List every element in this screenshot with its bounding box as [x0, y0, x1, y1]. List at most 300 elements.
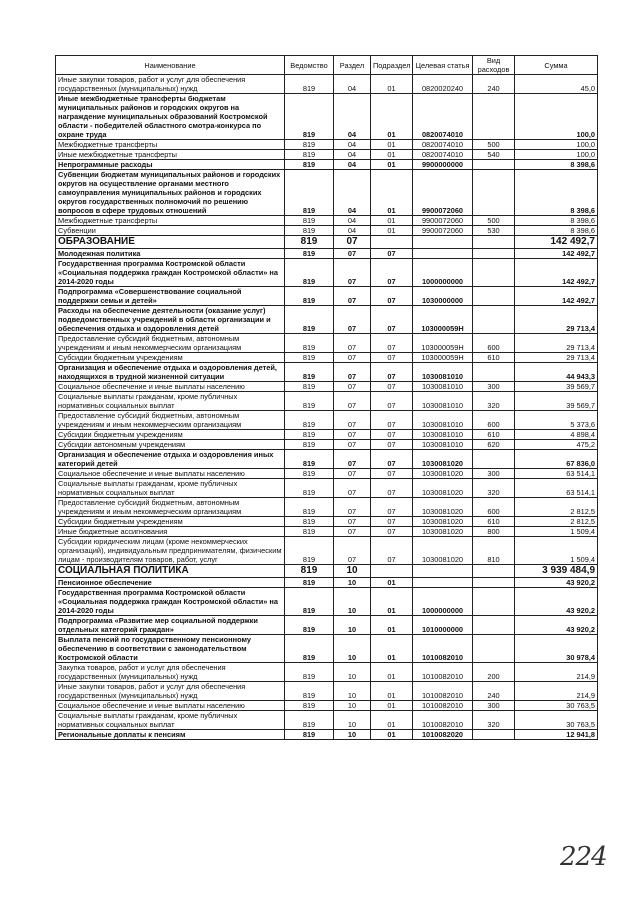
cell-dept: 819 — [285, 287, 334, 306]
cell-target: 1030081010 — [413, 411, 473, 430]
cell-dept: 819 — [285, 430, 334, 440]
cell-name: Субсидии юридическим лицам (кроме некоммерческих организаций), индивидуальным предпринимателям, физическим лицам - производителям товаров, работ, услуг — [56, 537, 285, 565]
cell-expense-type: 500 — [473, 140, 515, 150]
cell-expense-type: 500 — [473, 216, 515, 226]
cell-subsection: 01 — [371, 730, 413, 740]
cell-subsection: 01 — [371, 170, 413, 216]
cell-target: 1030081020 — [413, 469, 473, 479]
cell-name: СОЦИАЛЬНАЯ ПОЛИТИКА — [56, 565, 285, 578]
table-row — [56, 430, 598, 440]
cell-section: 04 — [334, 226, 371, 236]
cell-expense-type — [473, 236, 515, 249]
cell-section: 07 — [334, 411, 371, 430]
cell-expense-type: 610 — [473, 517, 515, 527]
cell-expense-type — [473, 450, 515, 469]
cell-sum: 1 509,4 — [515, 537, 598, 565]
cell-section: 07 — [334, 469, 371, 479]
cell-section: 10 — [334, 616, 371, 635]
cell-sum: 142 492,7 — [515, 236, 598, 249]
cell-sum: 63 514,1 — [515, 479, 598, 498]
cell-target: 1030081010 — [413, 382, 473, 392]
cell-name: Государственная программа Костромской области «Социальная поддержка граждан Костромской области» на 2014-2020 годы — [56, 588, 285, 616]
cell-sum: 30 978,4 — [515, 635, 598, 663]
cell-target: 103000059Н — [413, 353, 473, 363]
table-row — [56, 663, 598, 682]
cell-subsection: 01 — [371, 140, 413, 150]
table-row — [56, 226, 598, 236]
cell-section: 10 — [334, 682, 371, 701]
cell-target: 1000000000 — [413, 259, 473, 287]
cell-target: 103000059Н — [413, 306, 473, 334]
cell-dept: 819 — [285, 170, 334, 216]
header-sum: Сумма — [515, 56, 598, 75]
cell-dept: 819 — [285, 663, 334, 682]
cell-sum: 2 812,5 — [515, 517, 598, 527]
cell-dept: 819 — [285, 150, 334, 160]
cell-subsection: 07 — [371, 430, 413, 440]
cell-target: 9900072060 — [413, 226, 473, 236]
cell-sum: 8 398,6 — [515, 160, 598, 170]
cell-target — [413, 236, 473, 249]
cell-dept: 819 — [285, 537, 334, 565]
cell-section: 10 — [334, 635, 371, 663]
table-row — [56, 363, 598, 382]
cell-expense-type — [473, 588, 515, 616]
cell-target: 1010082010 — [413, 701, 473, 711]
table-row — [56, 440, 598, 450]
cell-dept: 819 — [285, 363, 334, 382]
table-row — [56, 75, 598, 94]
cell-expense-type — [473, 249, 515, 259]
cell-subsection: 07 — [371, 479, 413, 498]
cell-subsection: 07 — [371, 382, 413, 392]
cell-subsection: 07 — [371, 440, 413, 450]
table-row — [56, 150, 598, 160]
cell-dept: 819 — [285, 392, 334, 411]
cell-subsection: 01 — [371, 635, 413, 663]
cell-sum: 100,0 — [515, 150, 598, 160]
cell-sum: 39 569,7 — [515, 392, 598, 411]
cell-expense-type: 600 — [473, 411, 515, 430]
cell-subsection: 01 — [371, 616, 413, 635]
cell-section: 04 — [334, 216, 371, 226]
cell-dept: 819 — [285, 216, 334, 226]
cell-name: Предоставление субсидий бюджетным, автономным учреждениям и иным некоммерческим организациям — [56, 498, 285, 517]
table-row — [56, 306, 598, 334]
cell-dept: 819 — [285, 259, 334, 287]
cell-expense-type: 600 — [473, 498, 515, 517]
cell-expense-type: 610 — [473, 430, 515, 440]
cell-subsection: 01 — [371, 711, 413, 730]
cell-target: 0820074010 — [413, 94, 473, 140]
cell-sum: 67 836,0 — [515, 450, 598, 469]
cell-name: Субсидии бюджетным учреждениям — [56, 353, 285, 363]
cell-target — [413, 578, 473, 588]
cell-dept: 819 — [285, 249, 334, 259]
cell-section: 07 — [334, 306, 371, 334]
table-row — [56, 140, 598, 150]
cell-name: Социальные выплаты гражданам, кроме публичных нормативных социальных выплат — [56, 711, 285, 730]
cell-dept: 819 — [285, 578, 334, 588]
cell-expense-type: 530 — [473, 226, 515, 236]
table-row — [56, 216, 598, 226]
cell-name: Субвенции — [56, 226, 285, 236]
cell-section: 07 — [334, 498, 371, 517]
cell-target: 1030081020 — [413, 498, 473, 517]
cell-dept: 819 — [285, 730, 334, 740]
cell-dept: 819 — [285, 527, 334, 537]
cell-name: Региональные доплаты к пенсиям — [56, 730, 285, 740]
header-target: Целевая статья — [413, 56, 473, 75]
cell-section: 04 — [334, 75, 371, 94]
cell-name: Государственная программа Костромской области «Социальная поддержка граждан Костромской области» на 2014-2020 годы — [56, 259, 285, 287]
cell-subsection: 07 — [371, 411, 413, 430]
cell-name: Иные межбюджетные трансферты — [56, 150, 285, 160]
cell-target: 1030081010 — [413, 430, 473, 440]
cell-name: Расходы на обеспечение деятельности (оказание услуг) подведомственных учреждений в области организации и обеспечения отдыха и оздоровления детей — [56, 306, 285, 334]
cell-subsection: 07 — [371, 517, 413, 527]
cell-subsection: 01 — [371, 216, 413, 226]
cell-subsection: 07 — [371, 527, 413, 537]
cell-sum: 30 763,5 — [515, 701, 598, 711]
cell-target: 1030081020 — [413, 450, 473, 469]
cell-subsection — [371, 236, 413, 249]
cell-sum: 44 943,3 — [515, 363, 598, 382]
cell-target: 1010082010 — [413, 663, 473, 682]
cell-expense-type: 300 — [473, 382, 515, 392]
table-row — [56, 450, 598, 469]
cell-sum: 29 713,4 — [515, 334, 598, 353]
cell-expense-type — [473, 306, 515, 334]
cell-subsection: 01 — [371, 578, 413, 588]
cell-target: 1010082010 — [413, 635, 473, 663]
header-dept: Ведомство — [285, 56, 334, 75]
table-row — [56, 711, 598, 730]
cell-subsection: 07 — [371, 469, 413, 479]
cell-target: 1010000000 — [413, 616, 473, 635]
cell-name: Иные закупки товаров, работ и услуг для обеспечения государственных (муниципальных) нужд — [56, 75, 285, 94]
cell-name: Субсидии автономным учреждениям — [56, 440, 285, 450]
cell-target: 1030081010 — [413, 392, 473, 411]
table-body — [56, 75, 598, 740]
cell-dept: 819 — [285, 711, 334, 730]
cell-dept: 819 — [285, 682, 334, 701]
cell-dept: 819 — [285, 353, 334, 363]
table-row — [56, 537, 598, 565]
cell-target: 1030081020 — [413, 527, 473, 537]
cell-sum: 29 713,4 — [515, 306, 598, 334]
cell-expense-type: 200 — [473, 663, 515, 682]
cell-name: Межбюджетные трансферты — [56, 140, 285, 150]
cell-target: 0820020240 — [413, 75, 473, 94]
cell-target: 0820074010 — [413, 140, 473, 150]
cell-section: 07 — [334, 236, 371, 249]
cell-expense-type — [473, 616, 515, 635]
cell-expense-type — [473, 730, 515, 740]
cell-sum: 8 398,6 — [515, 170, 598, 216]
cell-target: 1030081010 — [413, 363, 473, 382]
table-row — [56, 527, 598, 537]
cell-section: 07 — [334, 363, 371, 382]
cell-section: 10 — [334, 578, 371, 588]
cell-expense-type: 810 — [473, 537, 515, 565]
cell-sum: 45,0 — [515, 75, 598, 94]
cell-subsection: 01 — [371, 701, 413, 711]
cell-name: Подпрограмма «Совершенствование социальной поддержки семьи и детей» — [56, 287, 285, 306]
cell-target: 1010082010 — [413, 711, 473, 730]
table-header-row — [56, 56, 598, 75]
cell-target: 1000000000 — [413, 588, 473, 616]
cell-target: 9900072060 — [413, 216, 473, 226]
cell-subsection: 01 — [371, 150, 413, 160]
cell-target: 1030000000 — [413, 287, 473, 306]
cell-section: 07 — [334, 527, 371, 537]
table-row — [56, 682, 598, 701]
cell-sum: 4 898,4 — [515, 430, 598, 440]
cell-target: 1030081020 — [413, 479, 473, 498]
cell-expense-type — [473, 160, 515, 170]
cell-sum: 43 920,2 — [515, 588, 598, 616]
cell-dept: 819 — [285, 140, 334, 150]
cell-dept: 819 — [285, 334, 334, 353]
cell-section: 07 — [334, 450, 371, 469]
cell-target: 1030081020 — [413, 537, 473, 565]
cell-sum: 142 492,7 — [515, 249, 598, 259]
cell-sum: 43 920,2 — [515, 578, 598, 588]
cell-sum: 3 939 484,9 — [515, 565, 598, 578]
cell-target: 0820074010 — [413, 150, 473, 160]
table-row — [56, 498, 598, 517]
cell-section: 10 — [334, 663, 371, 682]
cell-section: 07 — [334, 249, 371, 259]
cell-name: Предоставление субсидий бюджетным, автономным учреждениям и иным некоммерческим организациям — [56, 334, 285, 353]
cell-name: Организация и обеспечение отдыха и оздоровления детей, находящихся в трудной жизненной ситуации — [56, 363, 285, 382]
cell-section: 07 — [334, 440, 371, 450]
cell-name: Непрограммные расходы — [56, 160, 285, 170]
table-row — [56, 479, 598, 498]
cell-expense-type — [473, 635, 515, 663]
cell-name: Иные бюджетные ассигнования — [56, 527, 285, 537]
cell-dept: 819 — [285, 75, 334, 94]
cell-section: 07 — [334, 259, 371, 287]
cell-section: 07 — [334, 517, 371, 527]
cell-expense-type: 240 — [473, 75, 515, 94]
cell-subsection — [371, 565, 413, 578]
header-name: Наименование — [56, 56, 285, 75]
cell-name: Социальное обеспечение и иные выплаты населению — [56, 701, 285, 711]
cell-name: Молодежная политика — [56, 249, 285, 259]
cell-dept: 819 — [285, 450, 334, 469]
cell-expense-type — [473, 287, 515, 306]
cell-sum: 214,9 — [515, 663, 598, 682]
cell-subsection: 07 — [371, 259, 413, 287]
cell-section: 10 — [334, 730, 371, 740]
cell-dept: 819 — [285, 411, 334, 430]
cell-name: Социальное обеспечение и иные выплаты населению — [56, 382, 285, 392]
cell-name: Подпрограмма «Развитие мер социальной поддержки отдельных категорий граждан» — [56, 616, 285, 635]
cell-subsection: 07 — [371, 537, 413, 565]
cell-dept: 819 — [285, 565, 334, 578]
cell-dept: 819 — [285, 517, 334, 527]
cell-expense-type — [473, 565, 515, 578]
header-subsection: Подраздел — [371, 56, 413, 75]
cell-target — [413, 249, 473, 259]
cell-section: 07 — [334, 479, 371, 498]
cell-sum: 39 569,7 — [515, 382, 598, 392]
cell-dept: 819 — [285, 306, 334, 334]
cell-subsection: 07 — [371, 498, 413, 517]
cell-section: 07 — [334, 287, 371, 306]
table-row — [56, 565, 598, 578]
cell-dept: 819 — [285, 236, 334, 249]
cell-name: Выплата пенсий по государственному пенсионному обеспечению в соответствии с законодательством Костромской области — [56, 635, 285, 663]
cell-name: Субсидии бюджетным учреждениям — [56, 517, 285, 527]
cell-sum: 12 941,8 — [515, 730, 598, 740]
cell-section: 10 — [334, 711, 371, 730]
cell-name: Межбюджетные трансферты — [56, 216, 285, 226]
cell-expense-type: 240 — [473, 682, 515, 701]
cell-sum: 30 763,5 — [515, 711, 598, 730]
cell-dept: 819 — [285, 440, 334, 450]
cell-subsection: 07 — [371, 249, 413, 259]
cell-expense-type: 600 — [473, 334, 515, 353]
cell-expense-type: 800 — [473, 527, 515, 537]
cell-section: 04 — [334, 160, 371, 170]
cell-expense-type — [473, 363, 515, 382]
cell-sum: 100,0 — [515, 140, 598, 150]
cell-sum: 8 398,6 — [515, 226, 598, 236]
cell-subsection: 01 — [371, 663, 413, 682]
table-row — [56, 517, 598, 527]
table-row — [56, 578, 598, 588]
cell-target: 1030081020 — [413, 517, 473, 527]
table-row — [56, 259, 598, 287]
cell-section: 04 — [334, 140, 371, 150]
cell-subsection: 07 — [371, 450, 413, 469]
cell-section: 04 — [334, 170, 371, 216]
table-row — [56, 382, 598, 392]
table-row — [56, 334, 598, 353]
page-number: 224 — [560, 842, 607, 872]
cell-expense-type — [473, 578, 515, 588]
cell-sum: 2 812,5 — [515, 498, 598, 517]
cell-dept: 819 — [285, 616, 334, 635]
cell-target: 9900000000 — [413, 160, 473, 170]
cell-subsection: 01 — [371, 75, 413, 94]
cell-sum: 63 514,1 — [515, 469, 598, 479]
cell-name: Субвенции бюджетам муниципальных районов и городских округов на осуществление органами местного самоуправления муниципальных районов и городских округов государственных полномочий по решению вопросов в сфере трудовых отношений — [56, 170, 285, 216]
cell-sum: 29 713,4 — [515, 353, 598, 363]
cell-section: 04 — [334, 94, 371, 140]
cell-section: 07 — [334, 392, 371, 411]
cell-name: Субсидии бюджетным учреждениям — [56, 430, 285, 440]
cell-target: 103000059Н — [413, 334, 473, 353]
cell-section: 10 — [334, 565, 371, 578]
cell-sum: 142 492,7 — [515, 259, 598, 287]
cell-subsection: 07 — [371, 392, 413, 411]
cell-expense-type: 320 — [473, 479, 515, 498]
cell-sum: 1 509,4 — [515, 527, 598, 537]
table-row — [56, 236, 598, 249]
cell-dept: 819 — [285, 160, 334, 170]
cell-subsection: 07 — [371, 287, 413, 306]
table-row — [56, 588, 598, 616]
cell-target: 1030081010 — [413, 440, 473, 450]
cell-section: 07 — [334, 353, 371, 363]
cell-expense-type: 320 — [473, 392, 515, 411]
cell-sum: 43 920,2 — [515, 616, 598, 635]
cell-name: Организация и обеспечение отдыха и оздоровления иных категорий детей — [56, 450, 285, 469]
cell-dept: 819 — [285, 226, 334, 236]
table-row — [56, 353, 598, 363]
cell-name: Социальные выплаты гражданам, кроме публичных нормативных социальных выплат — [56, 392, 285, 411]
cell-expense-type: 300 — [473, 469, 515, 479]
cell-expense-type: 320 — [473, 711, 515, 730]
cell-expense-type: 300 — [473, 701, 515, 711]
table-row — [56, 287, 598, 306]
table-row — [56, 392, 598, 411]
cell-target — [413, 565, 473, 578]
cell-subsection: 07 — [371, 353, 413, 363]
table-row — [56, 730, 598, 740]
cell-dept: 819 — [285, 469, 334, 479]
cell-section: 07 — [334, 382, 371, 392]
table-row — [56, 469, 598, 479]
budget-table — [55, 55, 598, 740]
table-row — [56, 160, 598, 170]
cell-dept: 819 — [285, 635, 334, 663]
cell-sum: 100,0 — [515, 94, 598, 140]
table-row — [56, 701, 598, 711]
table-row — [56, 616, 598, 635]
cell-section: 07 — [334, 430, 371, 440]
header-expense-type: Вид расходов — [473, 56, 515, 75]
cell-expense-type — [473, 94, 515, 140]
cell-expense-type — [473, 170, 515, 216]
cell-section: 10 — [334, 701, 371, 711]
cell-expense-type: 540 — [473, 150, 515, 160]
cell-subsection: 01 — [371, 226, 413, 236]
cell-expense-type: 620 — [473, 440, 515, 450]
cell-sum: 214,9 — [515, 682, 598, 701]
cell-subsection: 01 — [371, 94, 413, 140]
cell-dept: 819 — [285, 94, 334, 140]
cell-name: Иные межбюджетные трансферты бюджетам муниципальных районов и городских округов на награждение муниципальных образований Костромской области - победителей областного смотра-конкурса по охране труда — [56, 94, 285, 140]
cell-subsection: 07 — [371, 363, 413, 382]
cell-name: Социальное обеспечение и иные выплаты населению — [56, 469, 285, 479]
table-row — [56, 411, 598, 430]
cell-section: 04 — [334, 150, 371, 160]
cell-name: Пенсионное обеспечение — [56, 578, 285, 588]
cell-section: 07 — [334, 537, 371, 565]
cell-dept: 819 — [285, 588, 334, 616]
cell-section: 10 — [334, 588, 371, 616]
cell-dept: 819 — [285, 479, 334, 498]
cell-sum: 475,2 — [515, 440, 598, 450]
cell-sum: 5 373,6 — [515, 411, 598, 430]
table-row — [56, 170, 598, 216]
cell-subsection: 07 — [371, 306, 413, 334]
cell-section: 07 — [334, 334, 371, 353]
cell-name: Иные закупки товаров, работ и услуг для обеспечения государственных (муниципальных) нужд — [56, 682, 285, 701]
header-section: Раздел — [334, 56, 371, 75]
table-row — [56, 635, 598, 663]
cell-subsection: 01 — [371, 588, 413, 616]
cell-name: Предоставление субсидий бюджетным, автономным учреждениям и иным некоммерческим организациям — [56, 411, 285, 430]
cell-name: Социальные выплаты гражданам, кроме публичных нормативных социальных выплат — [56, 479, 285, 498]
cell-subsection: 07 — [371, 334, 413, 353]
cell-dept: 819 — [285, 498, 334, 517]
